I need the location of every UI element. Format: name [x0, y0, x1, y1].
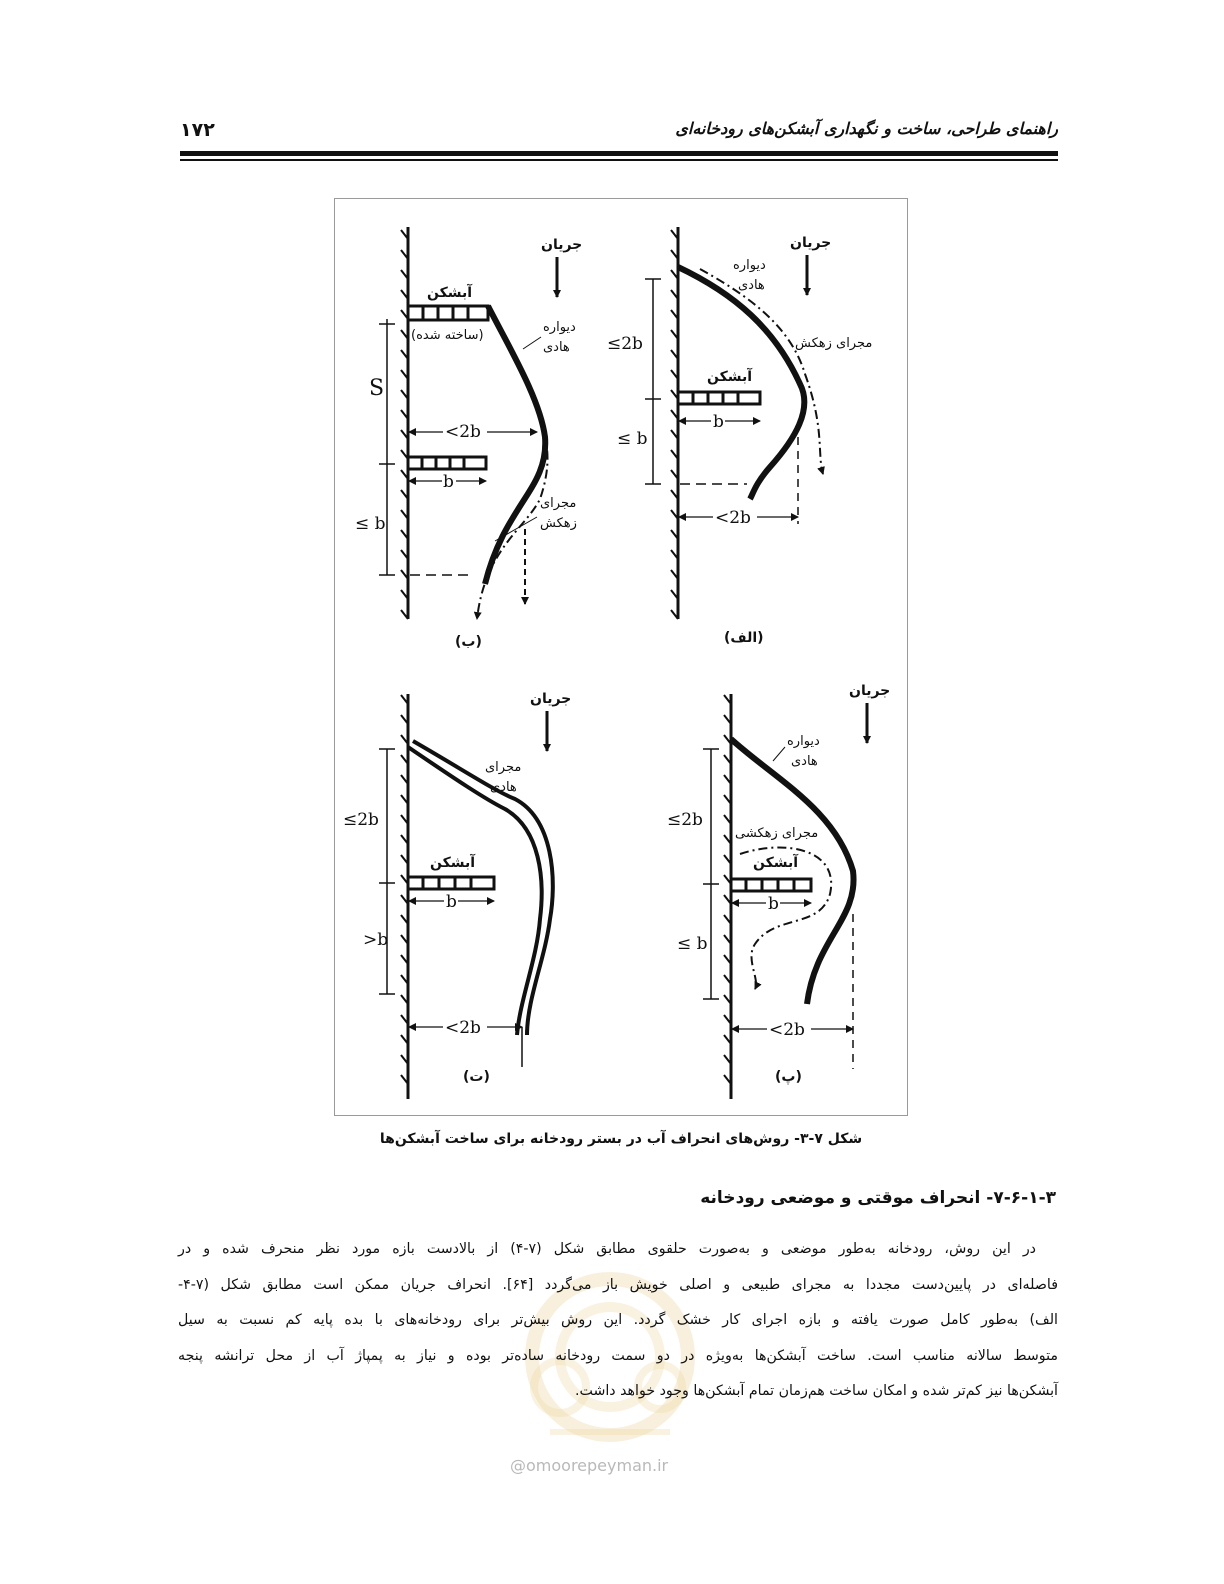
figure-caption: شکل ۷-۳- روش‌های انحراف آب در بستر رودخانه برای ساخت آبشکن‌ها [379, 1131, 863, 1147]
paragraph-line: در این روش، رودخانه به‌طور موضعی و به‌صورت حلقوی مطابق شکل (۷-۴) از بالادست بازه مورد نظر منحرف شده و در [178, 1241, 1036, 1257]
paragraph-line: فاصله‌ای در پایین‌دست مجددا به مجرای طبیعی و اصلی خویش باز می‌گردد [۶۴]. انحراف جریان ممکن است مطابق شکل (۷-۴- [178, 1276, 1058, 1293]
guide-wall-label: هادی [543, 340, 570, 355]
guide-wall-label: دیواره [543, 320, 576, 335]
guide-wall-label: دیواره [733, 258, 766, 273]
guide-wall-label: هادی [791, 754, 818, 769]
dim-lt2b: <2b [715, 508, 751, 528]
paragraph-line: آبشکن‌ها نیز کم‌تر شده و امکان ساخت هم‌زمان تمام آبشکن‌ها وجود خواهد داشت. [575, 1383, 1058, 1399]
spur-bottom [408, 457, 486, 469]
flow-label: جریان [530, 691, 572, 707]
panel-alef [607, 227, 872, 646]
guide-wall [485, 306, 545, 584]
guide-wall-label: هادی [738, 278, 765, 293]
spur-label: آبشکن [753, 855, 799, 871]
spur-label: آبشکن [430, 855, 476, 871]
running-title: راهنمای طراحی، ساخت و نگهداری آبشکن‌های رودخانه‌ای [675, 119, 1058, 138]
panel-letter: (الف) [724, 630, 764, 646]
dim-lt2b: <2b [445, 422, 481, 442]
flow-label: جریان [849, 683, 891, 699]
panel-b [355, 227, 582, 650]
dim-b: b [443, 472, 454, 492]
guide-wall-label: دیواره [787, 734, 820, 749]
panel-te [343, 691, 571, 1099]
channel-label: مجرای [485, 760, 522, 775]
dim-le-b: ≤ b [355, 514, 386, 534]
paragraph-line: متوسط سالانه مناسب است. ساخت آبشکن‌ها به‌ویژه در دو سمت رودخانه ساده‌تر بوده و نیاز به پمپاژ آب از محل ترانشه پنجه [178, 1347, 1058, 1364]
drain-label: مجرای زهکش [795, 336, 873, 351]
dim-lt2b: <2b [445, 1018, 481, 1038]
drain-label: مجرای [540, 496, 577, 511]
header-rule-thick [180, 151, 1058, 156]
drain-label: زهکش [540, 516, 577, 531]
dim-b: b [446, 892, 457, 912]
dim-b: b [713, 412, 724, 432]
spur [731, 879, 811, 891]
panel-letter: (ت) [463, 1069, 490, 1085]
spur-label: آبشکن [427, 285, 473, 301]
watermark-url: @omoorepeyman.ir [510, 1456, 669, 1475]
paragraph-line: الف) به‌طور کامل صورت یافته و بازه اجرای کار خشک گردد. این روش بیش‌تر برای رودخانه‌های با بده پایه کم نسبت به سیل [178, 1312, 1058, 1328]
dim-le2b: ≤2b [667, 810, 703, 830]
panel-pe [667, 683, 890, 1099]
dim-s: S [369, 376, 385, 401]
panel-letter: (ب) [455, 634, 482, 650]
spur [678, 392, 760, 404]
guide-channel [408, 747, 542, 1035]
section-title: ۷-۶-۱-۳- انحراف موقتی و موضعی رودخانه [700, 1188, 1056, 1208]
page-header [180, 115, 1058, 155]
dim-le2b: ≤2b [343, 810, 379, 830]
spur [408, 877, 494, 889]
figure-7-3 [334, 198, 908, 1116]
dim-le-b: ≤ b [677, 934, 708, 954]
dim-lt2b: <2b [769, 1020, 805, 1040]
dim-le-b: ≤ b [617, 429, 648, 449]
dim-gt-b: >b [363, 930, 389, 950]
spur-top [408, 306, 488, 320]
channel-label: هادی [490, 780, 517, 795]
spur-note: (ساخته شده) [411, 328, 484, 343]
page-number: ۱۷۲ [180, 119, 215, 141]
guide-wall [731, 739, 854, 1004]
flow-label: جریان [790, 235, 832, 251]
drain-label: مجرای زهکشی [735, 826, 819, 841]
panel-letter: (پ) [775, 1069, 802, 1085]
figure-drawing [335, 199, 909, 1117]
dim-b: b [768, 894, 779, 914]
spur-label: آبشکن [707, 369, 753, 385]
flow-label: جریان [541, 237, 583, 253]
dim-le2b: ≤2b [607, 334, 643, 354]
header-rule-thin [180, 159, 1058, 161]
body-paragraph [178, 1232, 1058, 1410]
